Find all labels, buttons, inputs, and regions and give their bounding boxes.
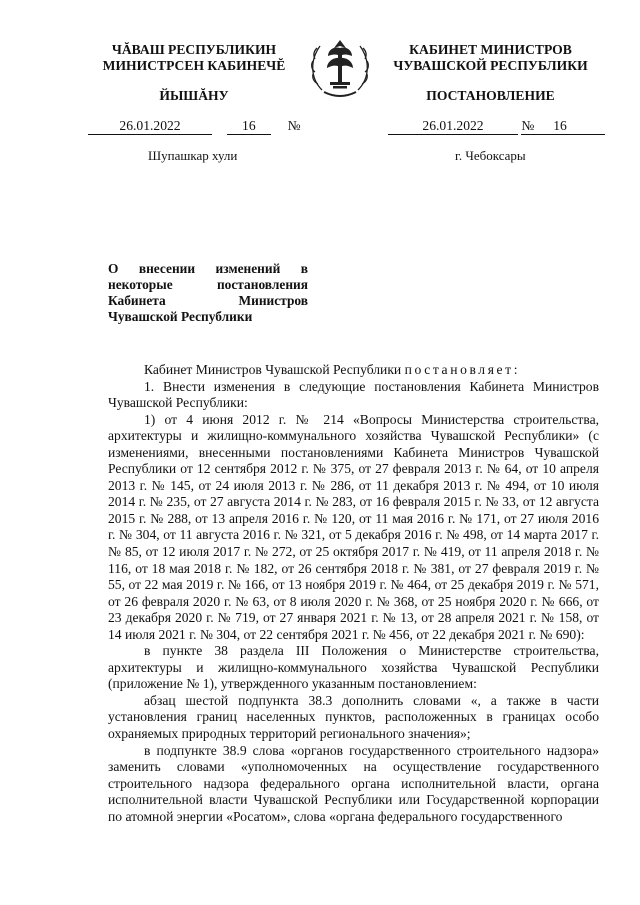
act-type-russian: ПОСТАНОВЛЕНИЕ — [426, 88, 555, 103]
header-right — [383, 42, 598, 74]
date-left: 26.01.2022 — [88, 118, 212, 135]
date-right: 26.01.2022 — [388, 118, 518, 135]
header-left — [88, 42, 300, 74]
body-paragraph-1: 1. Внести изменения в следующие постановления Кабинета Министров Чувашской Республики: — [108, 378, 599, 411]
header-left-line-1: ЧĂВАШ РЕСПУБЛИКИН — [111, 42, 277, 57]
intro-paragraph — [108, 362, 599, 379]
number-left: 16 — [227, 118, 271, 135]
number-sign-left: № — [287, 118, 301, 133]
place-chuvash: Шупашкар хули — [148, 148, 238, 163]
body-paragraph-2: 1) от 4 июня 2012 г. № 214 «Вопросы Министерства строительства, архитектуры и жилищно-коммунального хозяйства Чувашской Республики» (с изменениями, внесенными постановлениями Кабинета Министров Чувашской Республики от 12 сентября 2012 г. № 375, от 27 февраля 2013 г. № 64, от 10 апреля 2013 г. № 145, от 24 июля 2013 г. № 286, от 11 декабря 2013 г. № 494, от 10 июля 2014 г. № 235, от 27 августа 2014 г. № 283, от 16 февраля 2015 г. № 33, от 12 августа 2015 г. № 288, от 13 апреля 2016 г. № 120, от 11 мая 2016 г. № 171, от 27 июля 2016 г. № 304, от 11 августа 2016 г. № 321, от 5 декабря 2016 г. № 498, от 14 марта 2017 г. № 85, от 12 июля 2017 г. № 272, от 25 октября 2017 г. № 419, от 11 апреля 2018 г. № 116, от 18 мая 2018 г. № 182, от 26 сентября 2018 г. № 381, от 27 февраля 2019 г. № 55, от 22 мая 2019 г. № 166, от 13 ноября 2019 г. № 464, от 25 декабря 2019 г. № 571, от 26 февраля 2020 г. № 63, от 8 июля 2020 г. № 368, от 25 ноября 2020 г. № 666, от 23 декабря 2020 г. № 719, от 27 января 2021 г. № 13, от 28 апреля 2021 г. № 158, от 14 июля 2021 г. № 304, от 22 сентября 2021 г. № 456, от 22 декабря 2021 г. № 690): — [108, 411, 599, 642]
date-line-right — [388, 118, 608, 136]
place-russian: г. Чебоксары — [455, 148, 526, 163]
intro-prefix: Кабинет Министров Чувашской Республики — [144, 362, 405, 377]
number-sign-right: № — [521, 118, 535, 133]
document-body — [108, 362, 599, 825]
number-right: 16 — [553, 118, 567, 133]
intro-spaced-verb: постановляет: — [404, 362, 521, 377]
body-paragraph-3: в пункте 38 раздела III Положения о Министерстве строительства, архитектуры и жилищно-коммунального хозяйства Чувашской Республики (приложение № 1), утвержденного указанным постановлением: — [108, 643, 599, 692]
document-subject: О внесении изменений в некоторые постановления Кабинета Министров Чувашской Республики — [108, 261, 308, 324]
body-paragraph-5: в подпункте 38.9 слова «органов государственного строительного надзора» заменить словами «уполномоченных на осуществление государственного строительного надзора федерального органа исполнительной власти, органа исполнительной власти Чувашской Республики или Государственной корпорации по атомной энергии «Росатом», слова «органа федерального государственного — [108, 742, 599, 824]
header-right-line-2: ЧУВАШСКОЙ РЕСПУБЛИКИ — [393, 58, 588, 73]
number-field-right — [521, 118, 605, 135]
act-type-chuvash: ЙЫШĂНУ — [159, 88, 229, 103]
header-right-line-1: КАБИНЕТ МИНИСТРОВ — [409, 42, 572, 57]
body-paragraph-4: абзац шестой подпункта 38.3 дополнить словами «, а также в части установления границ населенных пунктов, расположенных в границах особо охраняемых природных территорий регионального значения»; — [108, 692, 599, 742]
header-left-line-2: МИНИСТРСЕН КАБИНЕЧĔ — [102, 58, 286, 73]
date-line-left — [88, 118, 328, 136]
coat-of-arms-emblem — [300, 26, 380, 106]
